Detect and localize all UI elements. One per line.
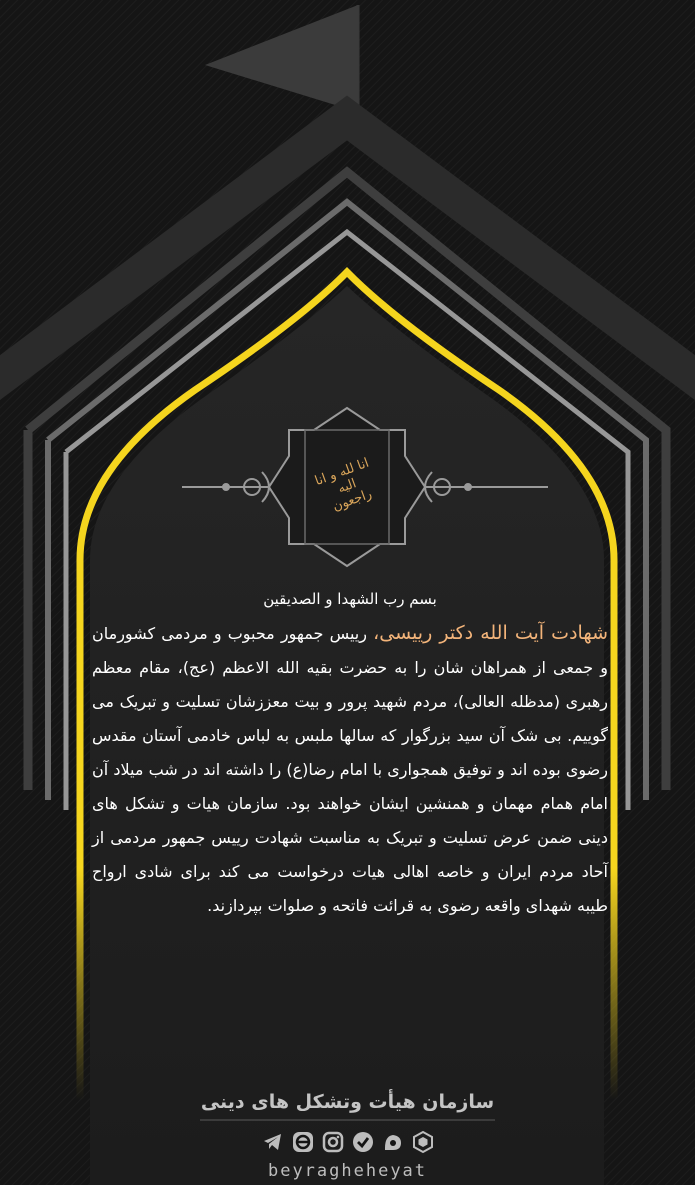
body-paragraph — [92, 616, 608, 923]
message-text — [92, 588, 608, 923]
body-text: رییس جمهور محبوب و مردمی کشورمان و جمعی از همراهان شان را به حضرت بقیه الله الاعظم (عج)، مقام معظم رهبری (مدظله العالی)، مردم شهید پرور و بیت معززشان تسلیت و تبریک می گوییم. بی شک آن سید بزرگوار که سالها ملبس به لباس خادمی آستان مقدس رضوی بوده اند و توفیق همجواری با امام رضا(ع) را داشته اند در شب میلاد آن امام همام مهمان و همنشین ایشان خواهند بود. سازمان هیات و تشکل های دینی ضمن عرض تسلیت و تبریک به مناسبت شهادت رییس جمهور مردمی از آحاد مردم ایران و خاصه اهالی هیات درخواست می کند برای شادی ارواح طیبه شهدای واقعه رضوی به قرائت فاتحه و صلوات بپردازند. — [92, 624, 608, 915]
calligraphy-text: انا لله و انا الیه راجعون — [312, 455, 374, 515]
social-handle[interactable]: beyragheheyat — [267, 1161, 428, 1181]
organization-name: سازمان هیأت وتشکل های دینی — [200, 1091, 495, 1113]
instagram-icon[interactable] — [321, 1130, 345, 1154]
social-icons — [246, 1130, 450, 1156]
telegram-icon[interactable] — [261, 1130, 285, 1154]
bale-icon[interactable] — [381, 1130, 405, 1154]
logo-icon[interactable] — [411, 1130, 435, 1154]
martyr-name-highlight: شهادت آیت الله دکتر رییسی، — [373, 622, 608, 644]
check-badge-icon[interactable] — [351, 1130, 375, 1154]
eitaa-icon[interactable] — [291, 1130, 315, 1154]
opening-line: بسم رب الشهدا و الصدیقین — [263, 590, 437, 608]
